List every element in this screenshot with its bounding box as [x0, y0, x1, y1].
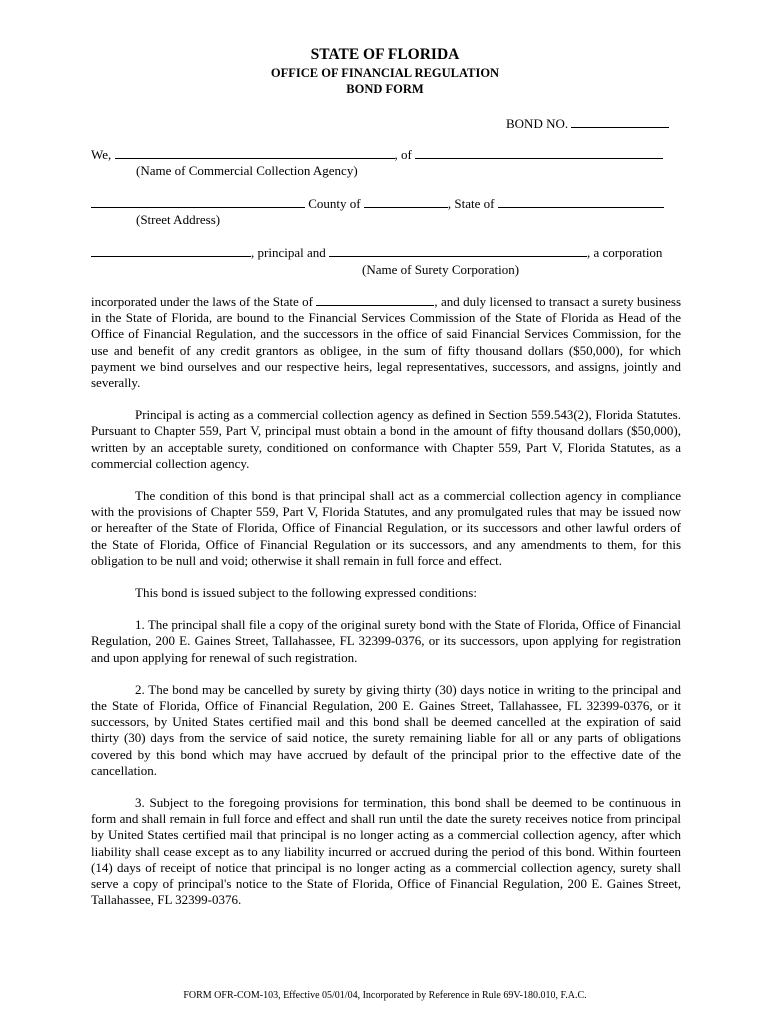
- state-field[interactable]: [498, 196, 664, 208]
- bond-no-row: [506, 116, 669, 132]
- principal-row: [91, 245, 662, 261]
- of-label: , of: [394, 147, 412, 162]
- surety-caption: (Name of Surety Corporation): [362, 262, 520, 277]
- corporation-label: , a corporation: [586, 245, 663, 260]
- bond-no-label: BOND NO.: [506, 116, 569, 131]
- bond-body: [91, 294, 681, 909]
- agency-name-caption: (Name of Commercial Collection Agency): [136, 163, 358, 178]
- address-row: [91, 196, 664, 212]
- county-field[interactable]: [364, 196, 448, 208]
- form-footer: FORM OFR-COM-103, Effective 05/01/04, Incorporated by Reference in Rule 69V-180.010, F.A.C.: [183, 990, 587, 1001]
- conditions-intro: This bond is issued subject to the following expressed conditions:: [135, 585, 477, 601]
- we-row: [91, 147, 663, 163]
- incorporation-state-field[interactable]: [316, 294, 434, 306]
- form-title: BOND FORM: [346, 82, 424, 96]
- obligation-paragraph: incorporated under the laws of the State of , and duly licensed to transact a surety business in the State of Florida, are bound to the Financial Services Commission of the State of Florida as Head of the Office of Financial Regulation, and the successors in the office of said Financial Services Commission, for the use and benefit of any credit grantors as obligee, in the sum of fifty thousand dollars ($50,000), for which payment we bind ourselves and our respective heirs, legal representatives, successors, and assigns, jointly and severally.: [91, 294, 681, 391]
- condition-paragraph: The condition of this bond is that principal shall act as a commercial collection agency in compliance with the provisions of Chapter 559, Part V, Florida Statutes, and any promulgated rules that may be issued now or hereafter of the State of Florida, Office of Financial Regulation, or its successors and other lawful orders of the State of Florida, Office of Financial Regulation or its successors, and any amendments to them, for this obligation to be null and void; otherwise it shall remain in full force and effect.: [91, 488, 681, 568]
- street-address-field[interactable]: [91, 196, 305, 208]
- surety-name-field[interactable]: [329, 245, 587, 257]
- agency-of-field[interactable]: [415, 147, 663, 159]
- principal-paragraph: Principal is acting as a commercial collection agency as defined in Section 559.543(2), Florida Statutes. Pursuant to Chapter 559, Part V, principal must obtain a bond in the amount of fifty thousand dollars ($50,000), written by an acceptable surety, conditioned on conformance with Chapter 559, Part V, Florida Statutes, as a commercial collection agency.: [91, 407, 681, 471]
- street-caption: (Street Address): [136, 212, 221, 227]
- condition-2: 2. The bond may be cancelled by surety by giving thirty (30) days notice in writing to the principal and the State of Florida, Office of Financial Regulation, 200 E. Gaines Street, Tallahassee, FL 32399-0376, or it successors, by United States certified mail and this bond shall be deemed cancelled at the expiration of said thirty (30) days from the service of said notice, the surety remaining liable for all or any parts of obligations covered by this bond which may have accrued by default of the principal prior to the effective date of the cancellation.: [91, 681, 681, 778]
- we-label: We,: [91, 147, 112, 162]
- condition-1: 1. The principal shall file a copy of the original surety bond with the State of Florida, Office of Financial Regulation, 200 E. Gaines Street, Tallahassee, FL 32399-0376, or its successors, upon applying for registration and upon applying for renewal of such registration.: [91, 617, 681, 665]
- condition-3: 3. Subject to the foregoing provisions for termination, this bond shall be deemed to be continuous in form and shall remain in full force and effect and shall run until the date the surety receives notice from principal by United States certified mail that principal is no longer acting as a commercial collection agency, after which liability shall cease except as to any liability incurred or accrued during the period of this bond. Within fourteen (14) days of receipt of notice that principal is no longer acting as a commercial collection agency, surety shall serve a copy of principal's notice to the State of Florida, Office of Financial Regulation, 200 E. Gaines Street, Tallahassee, FL 32399-0376.: [91, 795, 681, 908]
- agency-name-field[interactable]: [115, 147, 395, 159]
- county-label: County of: [308, 196, 361, 211]
- bond-no-field[interactable]: [571, 116, 669, 128]
- principal-field[interactable]: [91, 245, 251, 257]
- state-heading: STATE OF FLORIDA: [310, 46, 460, 63]
- principal-and-label: , principal and: [251, 245, 326, 260]
- state-of-label: , State of: [447, 196, 495, 211]
- office-heading: OFFICE OF FINANCIAL REGULATION: [270, 66, 500, 80]
